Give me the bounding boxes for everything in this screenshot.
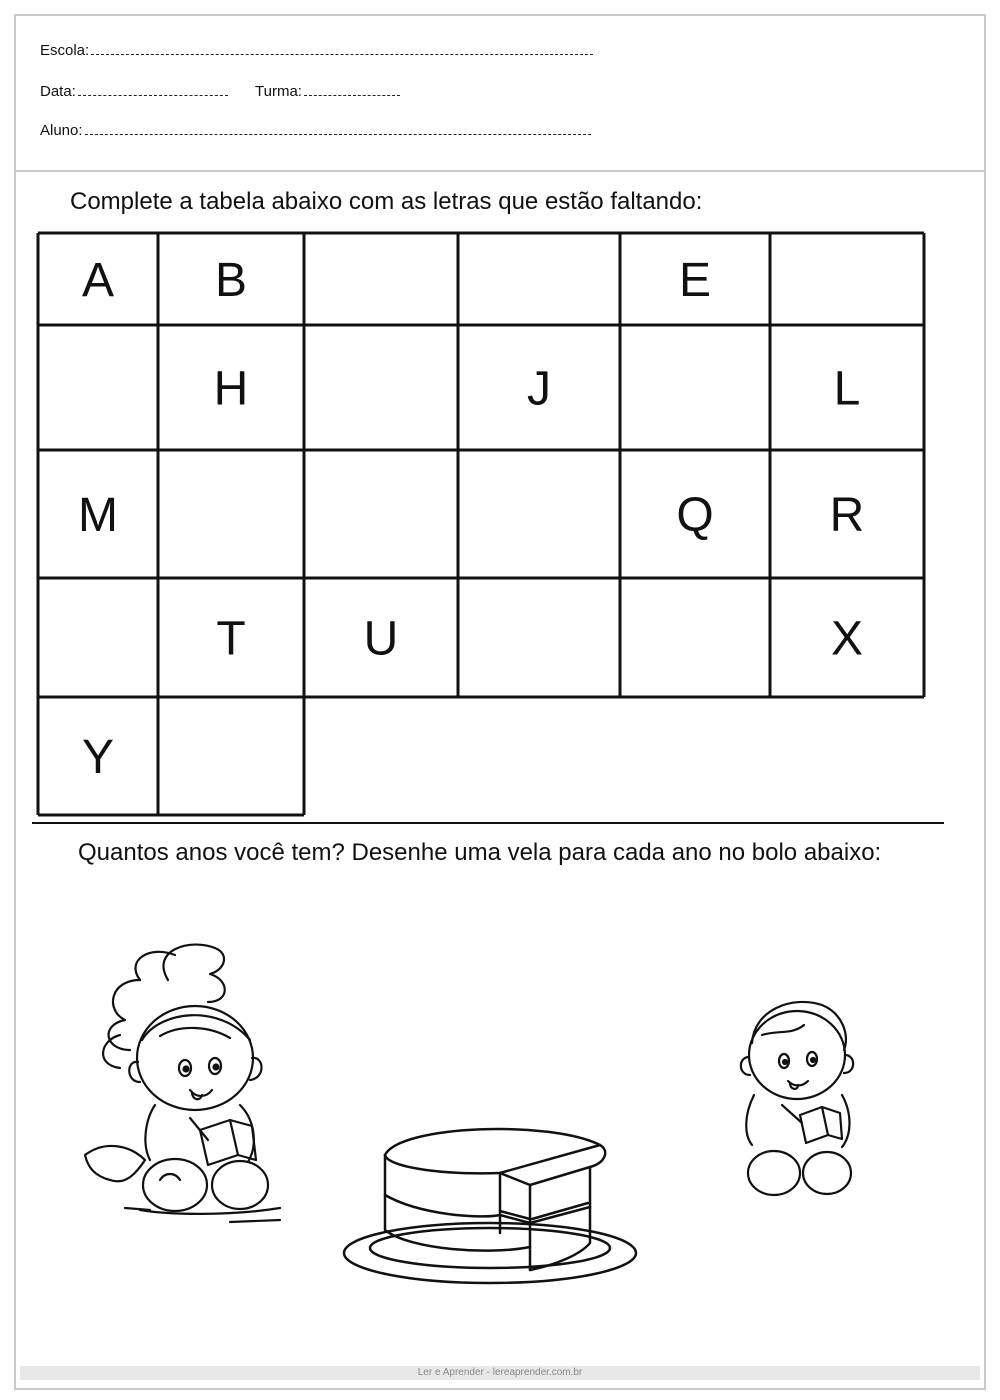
grid-letter: Y	[81, 731, 115, 784]
grid-letter: R	[829, 489, 865, 542]
grid-letter: Q	[676, 489, 714, 542]
grid-letter: T	[216, 612, 246, 666]
grid-letter: B	[214, 254, 248, 307]
aluno-blank-line[interactable]	[85, 123, 591, 135]
escola-field[interactable]	[40, 42, 593, 60]
grid-letter: H	[213, 362, 249, 416]
grid-letter: U	[363, 612, 399, 666]
exercise1-instruction: Complete a tabela abaixo com as letras que estão faltando:	[70, 188, 703, 215]
section-divider	[32, 822, 944, 824]
grid-letter: E	[678, 254, 712, 307]
grid-letter: A	[81, 254, 115, 307]
grid-letter: L	[833, 362, 861, 416]
grid-letter: X	[830, 612, 864, 666]
cake-illustration	[340, 1115, 645, 1285]
footer-credit: Ler e Aprender - lereaprender.com.br	[417, 1367, 583, 1378]
turma-label: Turma:	[255, 83, 302, 100]
data-field[interactable]	[40, 83, 228, 101]
grid-letter: M	[78, 489, 118, 542]
header-divider	[16, 170, 984, 172]
data-blank-line[interactable]	[78, 84, 228, 96]
aluno-field[interactable]	[40, 122, 591, 140]
boy-reading-illustration	[732, 995, 862, 1200]
aluno-label: Aluno:	[40, 122, 83, 139]
turma-blank-line[interactable]	[304, 84, 400, 96]
escola-label: Escola:	[40, 42, 90, 59]
escola-blank-line[interactable]	[91, 43, 593, 55]
girl-reading-illustration	[80, 940, 295, 1230]
exercise2-instruction: Quantos anos você tem? Desenhe uma vela para cada ano no bolo abaixo:	[78, 839, 882, 866]
grid-letter: J	[527, 362, 551, 416]
turma-field[interactable]	[255, 83, 400, 101]
data-label: Data:	[40, 83, 76, 100]
